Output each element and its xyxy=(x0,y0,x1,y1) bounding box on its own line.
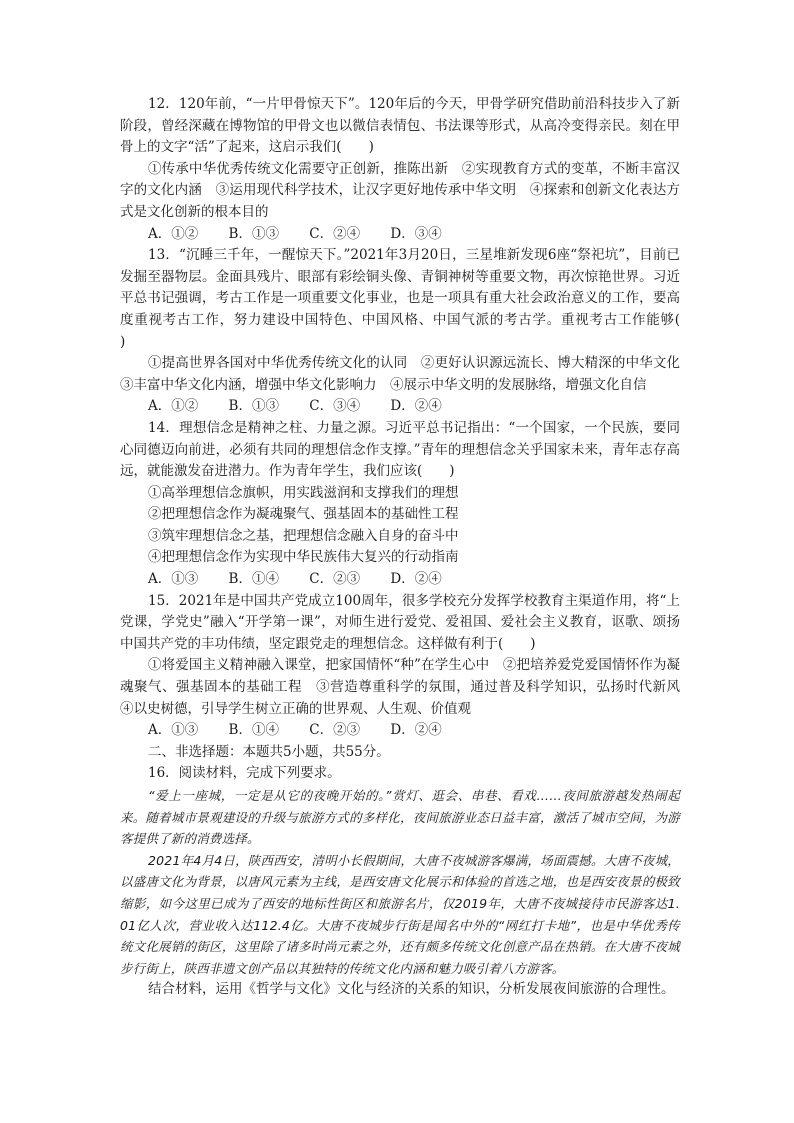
q12-option-c: C．②④ xyxy=(309,225,361,242)
q14-option-b: B．①④ xyxy=(228,571,279,588)
q15-statements: ①将爱国主义精神融入课堂，把家国情怀“种”在学生心中 ②把培养爱党爱国情怀作为凝魂聚气、强基固本的基础工程 ③营造尊重科学的氛围，通过普及科学知识，弘扬时代新风 ④以史树德，引导学生树立正确的世界观、人生观、价值观 xyxy=(120,657,694,717)
q12-options xyxy=(120,224,680,246)
q15-option-b: B．①④ xyxy=(228,722,279,739)
page-content xyxy=(120,94,707,1001)
section-heading: 二、非选择题：本题共5小题，共55分。 xyxy=(148,743,390,760)
q16-material-2: 2021年4月4日，陕西西安，清明小长假期间，大唐不夜城游客爆满，场面震撼。大唐不夜城，以盛唐文化为背景，以唐风元素为主线，是西安唐文化展示和体验的首选之地，也是西安夜景的极致缩影，如今这里已成为了西安的地标性街区和旅游名片，仅2019年，大唐不夜城接待市民游客达1.01亿人次，营业收入达112.4亿。大唐不夜城步行街是闻名中外的“网红打卡地”，也是中华优秀传统文化展销的街区，这里除了诸多时尚元素之外，还有颇多传统文化创意产品在热销。在大唐不夜城步行街上，陕西非遗文创产品以其独特的传统文化内涵和魅力吸引着八方游客。 xyxy=(120,852,680,976)
q15-stem: 15．2021年是中国共产党成立100周年，很多学校充分发挥学校教育主渠道作用，将“上党课，学党史”融入“开学第一课”，对师生进行爱党、爱祖国、爱社会主义教育，讴歌、颂扬中国共产党的丰功伟绩，坚定跟党走的理想信念。这样做有利于( ) xyxy=(120,592,680,652)
q13-options xyxy=(120,396,680,418)
q12-option-b: B．①③ xyxy=(228,225,279,242)
q14-option-d: D．②④ xyxy=(390,571,442,588)
q13-statements: ①提高世界各国对中华优秀传统文化的认同 ②更好认识源远流长、博大精深的中华文化 ③丰富中华文化内涵，增强中华文化影响力 ④展示中华文明的发展脉络，增强文化自信 xyxy=(120,355,694,393)
q14-option-c: C．②③ xyxy=(309,571,361,588)
q12-stem: 12．120年前，“一片甲骨惊天下”。120年后的今天，甲骨学研究借助前沿科技步入了新阶段，曾经深藏在博物馆的甲骨文也以微信表情包、书法课等形式，从高冷变得亲民。刻在甲骨上的文字“活”了起来，这启示我们( ) xyxy=(120,96,680,156)
q13-stem: 13．“沉睡三千年，一醒惊天下。”2021年3月20日，三星堆新发现6座“祭祀坑”，目前已发掘至器物层。金面具残片、眼部有彩绘铜头像、青铜神树等重要文物，再次惊艳世界。习近平总书记强调，考古工作是一项重要文化事业，也是一项具有重大社会政治意义的工作，要高度重视考古工作，努力建设中国特色、中国风格、中国气派的考古学。重视考古工作能够( ) xyxy=(120,247,707,350)
q12-option-a: A．①② xyxy=(148,225,199,242)
q12-option-d: D．③④ xyxy=(390,225,442,242)
q14-option-a: A．①③ xyxy=(148,571,199,588)
q15-options xyxy=(120,720,680,742)
q16-stem: 16．阅读材料，完成下列要求。 xyxy=(148,765,341,782)
q14-statement-3: ③筑牢理想信念之基，把理想信念融入自身的奋斗中 xyxy=(148,527,459,544)
q14-statement-2: ②把理想信念作为凝魂聚气、强基固本的基础性工程 xyxy=(148,506,459,523)
q14-stem: 14．理想信念是精神之柱、力量之源。习近平总书记指出：“一个国家，一个民族，要同心同德迈向前进，必须有共同的理想信念作支撑。”青年的理想信念关乎国家未来，青年志存高远，就能激发奋进潜力。作为青年学生，我们应该( ) xyxy=(120,419,680,480)
q13-option-b: B．①③ xyxy=(228,398,279,415)
q12-statements: ①传承中华优秀传统文化需要守正创新，推陈出新 ②实现教育方式的变革，不断丰富汉字的文化内涵 ③运用现代科学技术，让汉字更好地传承中华文明 ④探索和创新文化表达方式是文化创新的根本目的 xyxy=(120,160,680,220)
q14-options xyxy=(120,569,680,591)
q16-task: 结合材料，运用《哲学与文化》文化与经济的关系的知识，分析发展夜间旅游的合理性。 xyxy=(148,981,675,998)
q14-statement-1: ①高举理想信念旗帜，用实践滋润和支撑我们的理想 xyxy=(148,484,459,501)
q15-option-d: D．②④ xyxy=(390,722,442,739)
q15-option-c: C．②③ xyxy=(309,722,361,739)
q15-option-a: A．①③ xyxy=(148,722,199,739)
q16-material-1: “爱上一座城，一定是从它的夜晚开始的。”赏灯、逛会、串巷、看戏……夜间旅游越发热闹起来。随着城市景观建设的升级与旅游方式的多样化，夜间旅游业态日益丰富，激活了城市空间，为游客提供了新的消费选择。 xyxy=(120,788,680,847)
q13-option-c: C．③④ xyxy=(309,398,361,415)
q13-option-d: D．②④ xyxy=(390,398,442,415)
q13-option-a: A．①② xyxy=(148,398,199,415)
q14-statement-4: ④把理想信念作为实现中华民族伟大复兴的行动指南 xyxy=(148,549,459,566)
